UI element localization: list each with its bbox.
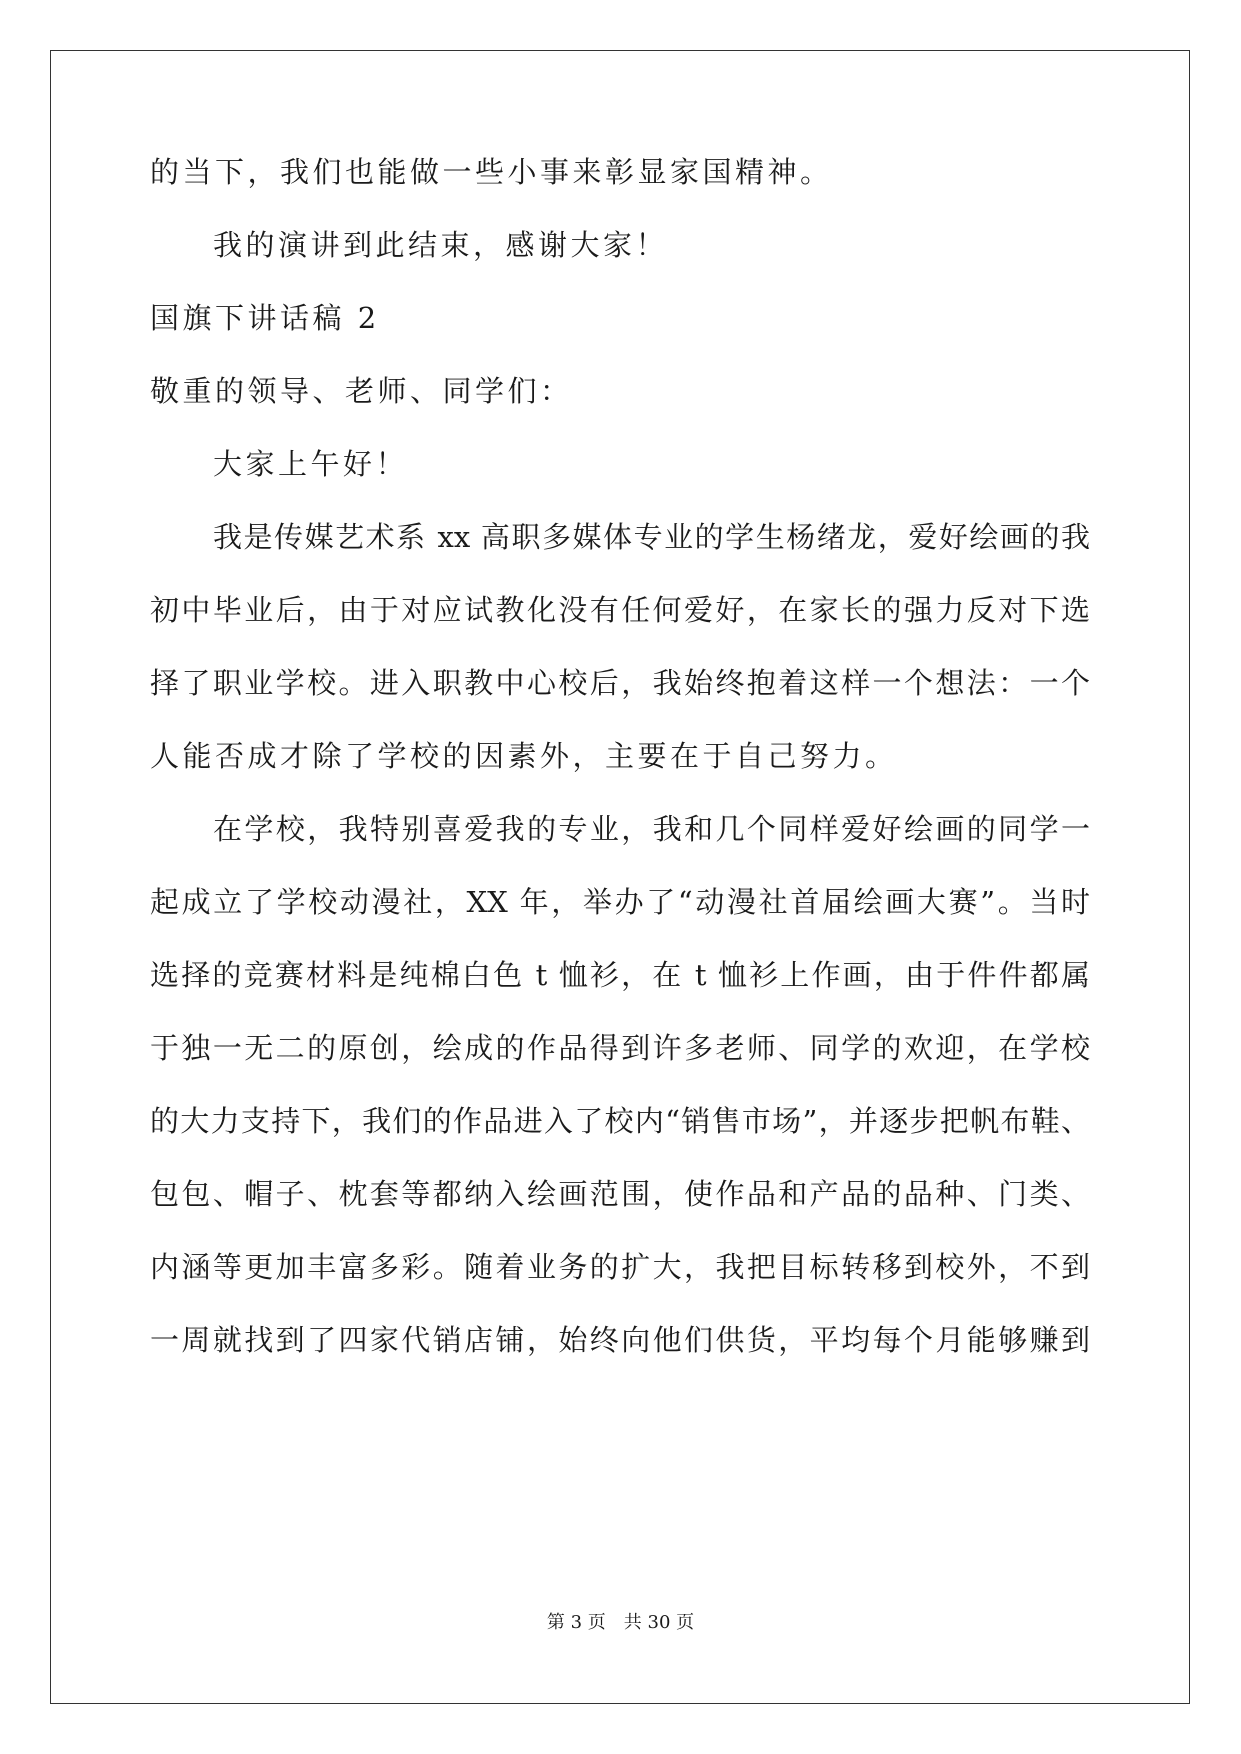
paragraph-line: 的当下，我们也能做一些小事来彰显家国精神。 [150, 155, 833, 189]
salutation: 敬重的领导、老师、同学们： [150, 374, 573, 408]
paragraph-line: 一周就找到了四家代销店铺，始终向他们供货，平均每个月能够赚到 [150, 1323, 1090, 1357]
paragraph-line: 内涵等更加丰富多彩。随着业务的扩大，我把目标转移到校外，不到 [150, 1250, 1090, 1284]
paragraph-line: 的大力支持下，我们的作品进入了校内“销售市场”，并逐步把帆布鞋、 [150, 1104, 1090, 1138]
greeting: 大家上午好！ [213, 447, 409, 481]
paragraph-line: 包包、帽子、枕套等都纳入绘画范围，使作品和产品的品种、门类、 [150, 1177, 1090, 1211]
paragraph-line: 我的演讲到此结束，感谢大家！ [213, 228, 669, 262]
paragraph-line: 人能否成才除了学校的因素外，主要在于自己努力。 [150, 739, 898, 773]
total-pages: 共 30 页 [623, 1612, 695, 1633]
paragraph-line: 初中毕业后，由于对应试教化没有任何爱好，在家长的强力反对下选 [150, 593, 1090, 627]
paragraph-line: 起成立了学校动漫社，XX 年，举办了“动漫社首届绘画大赛”。当时 [150, 885, 1090, 919]
section-heading: 国旗下讲话稿 2 [150, 301, 380, 335]
page-number: 第 3 页 [546, 1612, 606, 1633]
paragraph-line: 选择的竞赛材料是纯棉白色 t 恤衫，在 t 恤衫上作画，由于件件都属 [150, 958, 1090, 992]
page-footer [0, 1611, 1241, 1635]
paragraph-line: 择了职业学校。进入职教中心校后，我始终抱着这样一个想法：一个 [150, 666, 1090, 700]
paragraph-line: 于独一无二的原创，绘成的作品得到许多老师、同学的欢迎，在学校 [150, 1031, 1090, 1065]
paragraph-line: 我是传媒艺术系 xx 高职多媒体专业的学生杨绪龙，爱好绘画的我 [213, 520, 1090, 554]
paragraph-line: 在学校，我特别喜爱我的专业，我和几个同样爱好绘画的同学一 [213, 812, 1090, 846]
